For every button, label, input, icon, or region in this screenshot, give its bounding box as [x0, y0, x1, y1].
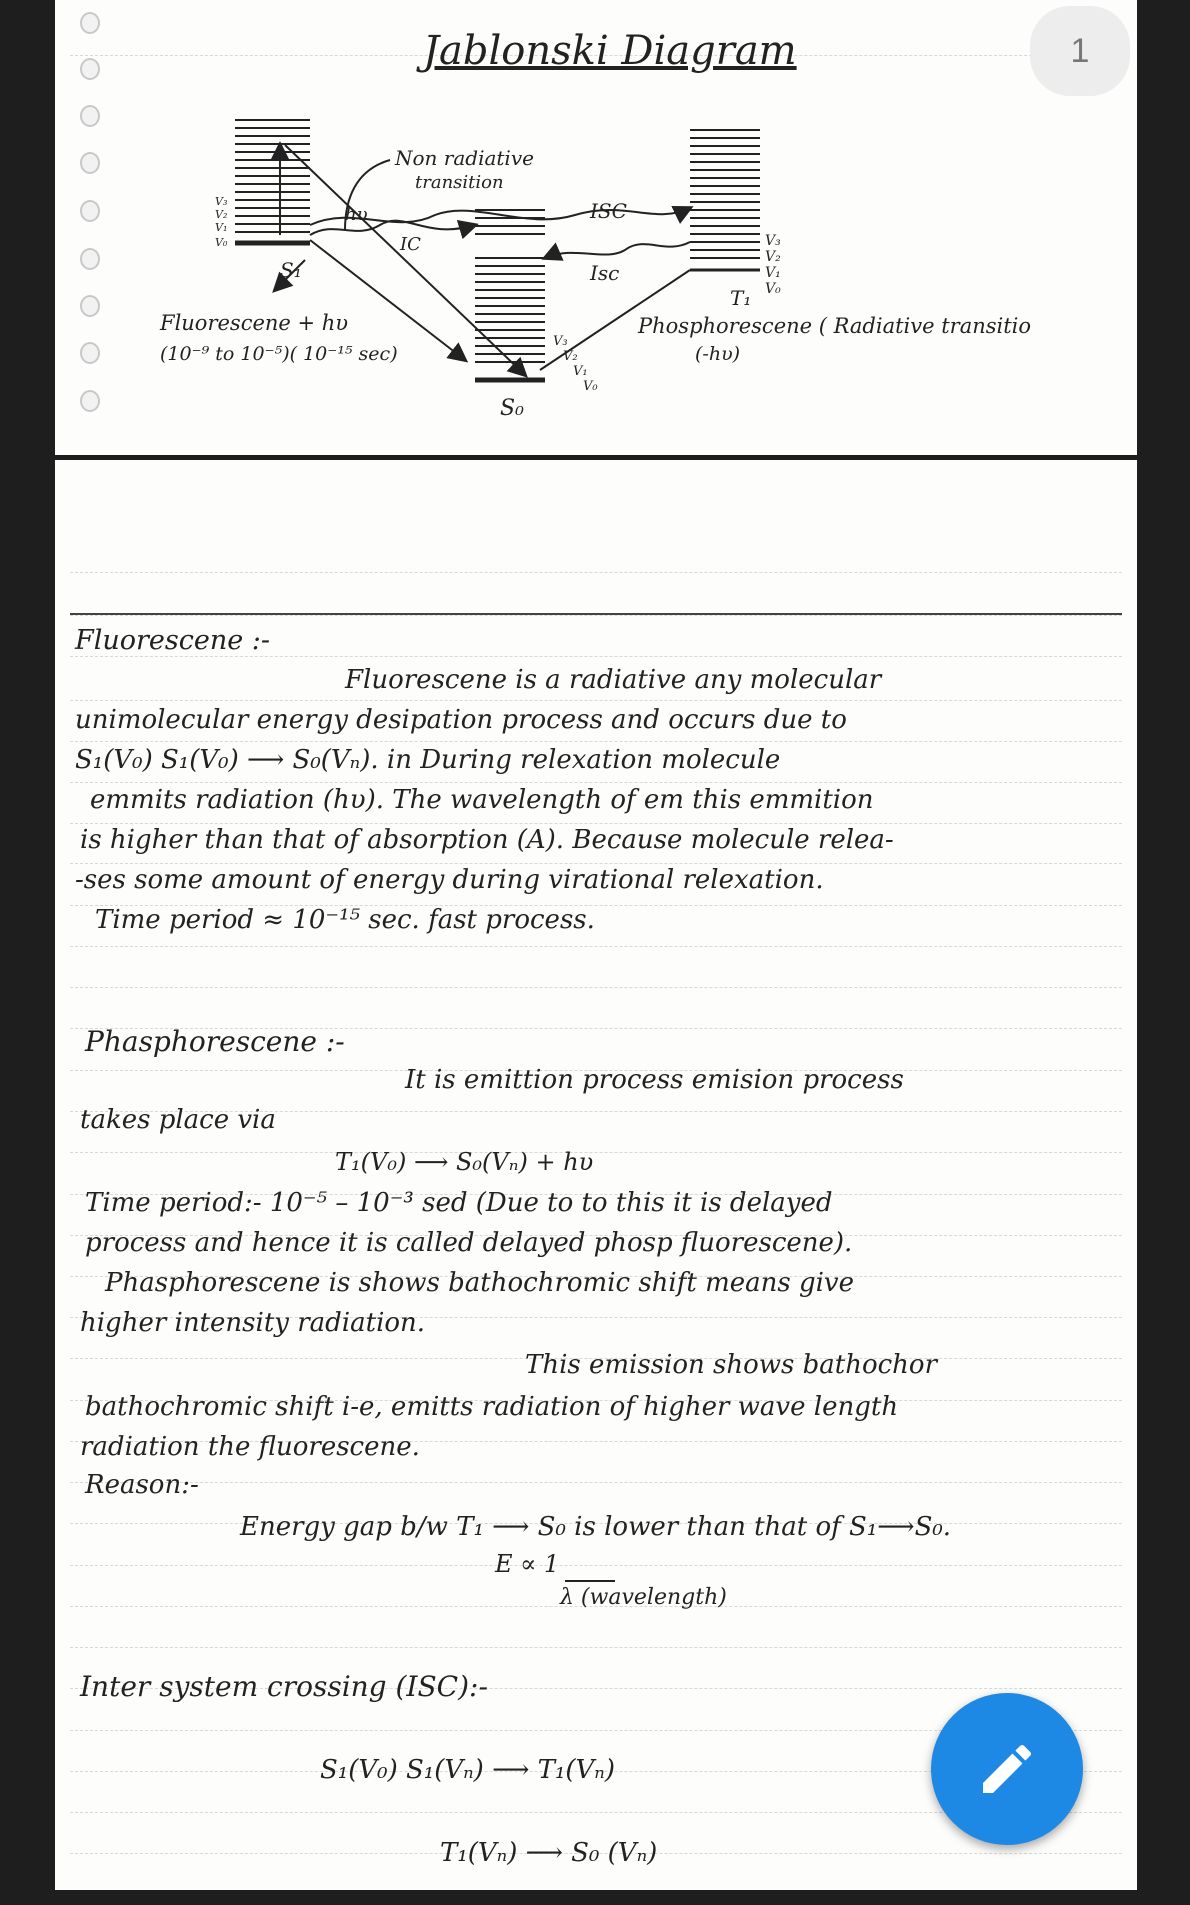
- phosphorescence-line-10: radiation the fluorescene.: [80, 1432, 420, 1462]
- bottom-bar: [0, 1890, 1190, 1905]
- fluorescence-heading: Fluorescene :-: [75, 625, 271, 656]
- jablonski-diagram: [55, 0, 1137, 455]
- phosphorescence-line-5: process and hence it is called delayed phosp fluorescene).: [85, 1228, 853, 1258]
- phosphorescence-label: Phosphorescene ( Radiative transitio: [638, 314, 1032, 338]
- phosphorescence-line-2: takes place via: [80, 1105, 276, 1135]
- notebook-page-1: [55, 0, 1137, 455]
- v-s0-2: V₂: [563, 349, 578, 364]
- edit-button[interactable]: [931, 1693, 1083, 1845]
- v-right-3: V₃: [765, 233, 781, 249]
- isc-bottom-label: Isc: [590, 261, 620, 285]
- v-right-1: V₁: [765, 265, 781, 281]
- ic-label: IC: [400, 234, 421, 255]
- phosphorescence-hv-label: (-hυ): [695, 343, 741, 365]
- s1-label: S₁: [280, 258, 302, 282]
- fluorescence-line-1: Fluorescene is a radiative any molecular: [345, 665, 882, 695]
- v-left-3: V₃: [215, 195, 228, 208]
- reason-heading: Reason:-: [85, 1470, 199, 1500]
- s0-label: S₀: [500, 396, 524, 421]
- page-number-badge: 1: [1030, 6, 1130, 96]
- v-left-2: V₂: [215, 208, 228, 221]
- hv-label: hυ: [345, 204, 368, 225]
- fluorescence-line-2: unimolecular energy desipation process and occurs due to: [75, 705, 847, 735]
- phosphorescence-heading: Phasphorescene :-: [85, 1025, 345, 1058]
- v-s0-0: V₀: [583, 379, 598, 394]
- t1-energy-levels: [690, 130, 760, 270]
- isc-line-1: S₁(V₀) S₁(Vₙ) ⟶ T₁(Vₙ): [320, 1755, 615, 1785]
- phosphorescence-line-7: higher intensity radiation.: [80, 1308, 426, 1338]
- fluorescence-time-label: (10⁻⁹ to 10⁻⁵)( 10⁻¹⁵ sec): [160, 343, 398, 365]
- non-radiative-label: Non radiative: [395, 146, 534, 170]
- isc-line-2: T₁(Vₙ) ⟶ S₀ (Vₙ): [440, 1838, 658, 1868]
- fluorescence-line-4: emmits radiation (hυ). The wavelength of em this emmition: [90, 785, 874, 815]
- v-right-2: V₂: [765, 249, 781, 265]
- fluorescence-line-3: S₁(V₀) S₁(V₀) ⟶ S₀(Vₙ). in During relexation molecule: [75, 745, 781, 775]
- s1-energy-levels: [235, 120, 310, 243]
- phosphorescence-line-4: Time period:- 10⁻⁵ – 10⁻³ sed (Due to to this it is delayed: [85, 1188, 833, 1218]
- proportional-formula: E ∝ 1: [495, 1550, 560, 1578]
- phosphorescence-line-3: T₁(V₀) ⟶ S₀(Vₙ) + hυ: [335, 1148, 594, 1176]
- fluorescence-line-7: Time period ≈ 10⁻¹⁵ sec. fast process.: [95, 905, 595, 935]
- v-right-0: V₀: [765, 281, 781, 297]
- diagram-title: Jablonski Diagram: [423, 28, 797, 74]
- t1-label: T₁: [730, 286, 752, 310]
- fluorescence-label: Fluorescene + hυ: [160, 311, 349, 335]
- fluorescence-line-6: -ses some amount of energy during virational relexation.: [75, 865, 824, 895]
- phosphorescence-line-8: This emission shows bathochor: [525, 1350, 938, 1380]
- non-radiative-label-2: transition: [415, 172, 504, 193]
- pencil-icon: [975, 1737, 1039, 1801]
- notebook-page-2: [55, 460, 1137, 1905]
- reason-line: Energy gap b/w T₁ ⟶ S₀ is lower than that of S₁⟶S₀.: [240, 1512, 952, 1542]
- s0-energy-levels: [475, 210, 545, 380]
- v-left-0: V₀: [215, 236, 228, 249]
- phosphorescence-line-6: Phasphorescene is shows bathochromic shift means give: [105, 1268, 854, 1298]
- phosphorescence-line-9: bathochromic shift i-e, emitts radiation of higher wave length: [85, 1392, 899, 1422]
- isc-heading: Inter system crossing (ISC):-: [80, 1670, 488, 1703]
- phosphorescence-line-1: It is emittion process emision process: [405, 1065, 904, 1095]
- fluorescence-line-5: is higher than that of absorption (A). Because molecule relea-: [80, 825, 894, 855]
- wavelength-denominator: λ (wavelength): [560, 1585, 727, 1610]
- v-s0-3: V₃: [553, 334, 568, 349]
- fraction-bar: [565, 1580, 615, 1582]
- isc-top-label: ISC: [590, 199, 627, 223]
- v-s0-1: V₁: [573, 364, 588, 379]
- v-left-1: V₁: [215, 221, 228, 234]
